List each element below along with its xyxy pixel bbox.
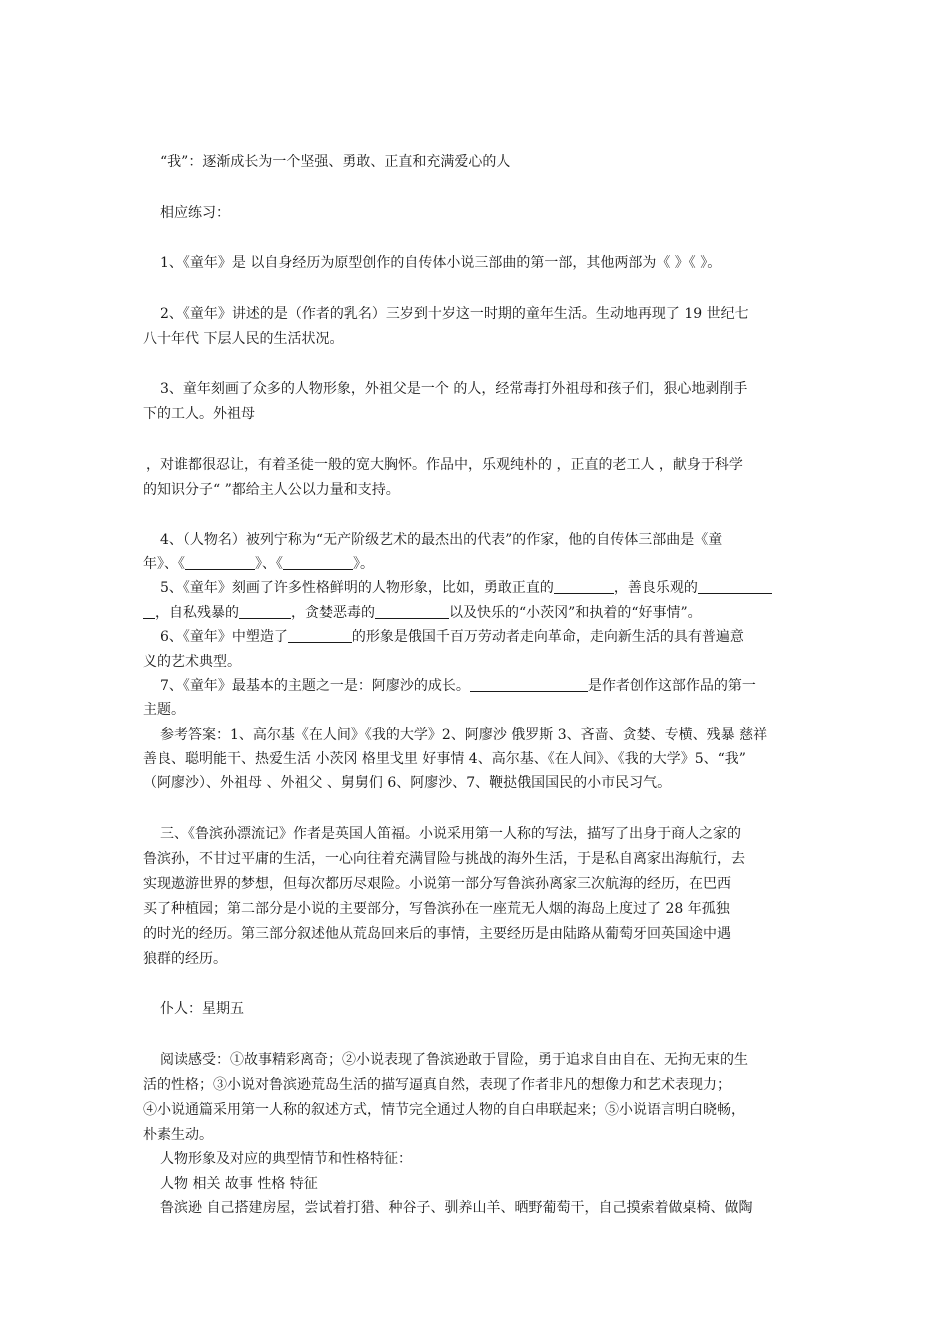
text-line: ④小说通篇采用第一人称的叙述方式，情节完全通过人物的自白串联起来；⑤小说语言明白晓畅， xyxy=(143,1102,745,1118)
text-line: “我”：逐渐成长为一个坚强、勇敢、正直和充满爱心的人 xyxy=(160,154,511,170)
text-fragment: 年》、《 xyxy=(143,556,185,572)
answer-key: 参考答案：1、高尔基《在人间》《我的大学》2、阿廖沙 俄罗斯 3、吝啬、贪婪、专横、残暴 慈祥 xyxy=(160,727,768,743)
text-line: 狼群的经历。 xyxy=(143,951,227,967)
text-line: 鲁滨孙，不甘过平庸的生活，一心向往着充满冒险与挑战的海外生活，于是私自离家出海航行，去 xyxy=(143,851,745,867)
answer-blank xyxy=(288,628,352,643)
text-fragment: 》、《 xyxy=(255,556,283,572)
text-fragment: ，自私残暴的 xyxy=(155,605,239,621)
question-2: 2、《童年》讲述的是（作者的乳名）三岁到十岁这一时期的童年生活。生动地再现了 19 世纪七 xyxy=(160,306,749,322)
text-line: 实现遨游世界的梦想，但每次都历尽艰险。小说第一部分写鲁滨孙离家三次航海的经历，在巴西 xyxy=(143,876,731,892)
answer-blank xyxy=(554,579,614,594)
text-line xyxy=(143,603,702,623)
question-5 xyxy=(160,578,772,598)
text-line: 的知识分子“ ”都给主人公以力量和支持。 xyxy=(143,482,400,498)
answer-blank xyxy=(239,604,291,619)
text-line: 活的性格；③小说对鲁滨逊荒岛生活的描写逼真自然，表现了作者非凡的想像力和艺术表现力； xyxy=(143,1077,731,1093)
question-3: 3、童年刻画了众多的人物形象，外祖父是一个 的人，经常毒打外祖母和孩子们，狠心地剥削手 xyxy=(160,381,748,397)
question-4: 4、（人物名）被列宁称为“无产阶级艺术的最杰出的代表”的作家，他的自传体三部曲是《童 xyxy=(160,532,723,548)
text-line: （阿廖沙）、外祖母 、外祖父 、舅舅们 6、阿廖沙、7、鞭挞俄国国民的小市民习气。 xyxy=(143,775,672,791)
text-fragment: ，善良乐观的 xyxy=(613,580,698,596)
reading-impressions: 阅读感受：①故事精彩离奇；②小说表现了鲁滨逊敢于冒险，勇于追求自由自在、无拘无束的生 xyxy=(160,1052,748,1068)
answer-blank xyxy=(698,579,772,594)
text-fragment: 6、《童年》中塑造了 xyxy=(160,629,288,645)
table-row: 鲁滨逊 自己搭建房屋，尝试着打猎、种谷子、驯养山羊、晒野葡萄干，自己摸索着做桌椅、做陶 xyxy=(160,1200,753,1216)
text-fragment: 》。 xyxy=(353,556,374,572)
text-fragment: 以及快乐的“小茨冈”和执着的“好事情”。 xyxy=(449,605,702,621)
answer-blank xyxy=(283,555,353,570)
text-fragment: ，贪婪恶毒的 xyxy=(291,605,375,621)
answer-blank xyxy=(143,604,155,619)
text-line: 人物形象及对应的典型情节和性格特征： xyxy=(160,1151,412,1167)
text-fragment: 的形象是俄国千百万劳动者走向革命，走向新生活的具有普遍意 xyxy=(351,629,744,645)
text-line: 主题。 xyxy=(143,702,185,718)
question-7 xyxy=(160,676,756,696)
section-heading: 相应练习： xyxy=(160,205,230,221)
text-line: ，对谁都很忍让，有着圣徒一般的宽大胸怀。作品中，乐观纯朴的 ，正直的老工人 ，献身于科学 xyxy=(146,457,743,473)
question-1: 1、《童年》是 以自身经历为原型创作的自传体小说三部曲的第一部，其他两部为《 》《 》。 xyxy=(160,255,722,271)
text-line: 买了种植园；第二部分是小说的主要部分，写鲁滨孙在一座荒无人烟的海岛上度过了 28 年孤独 xyxy=(143,901,730,917)
text-line: 的时光的经历。第三部分叙述他从荒岛回来后的事情，主要经历是由陆路从葡萄牙回英国途中遇 xyxy=(143,926,731,942)
text-fragment: 是作者创作这部作品的第一 xyxy=(587,678,756,694)
text-line xyxy=(143,554,374,574)
text-fragment: 5、《童年》刻画了许多性格鲜明的人物形象，比如，勇敢正直的 xyxy=(160,580,554,596)
text-line: 仆人：星期五 xyxy=(160,1001,244,1017)
text-line: 八十年代 下层人民的生活状况。 xyxy=(143,331,344,347)
question-6 xyxy=(160,627,744,647)
answer-blank xyxy=(375,604,449,619)
text-line: 善良、聪明能干、热爱生活 小茨冈 格里戈里 好事情 4、高尔基、《在人间》、《我的大学》5、“我” xyxy=(143,751,746,767)
text-line: 下的工人。外祖母 xyxy=(143,406,255,422)
text-line: 朴素生动。 xyxy=(143,1127,213,1143)
table-header: 人物 相关 故事 性格 特征 xyxy=(160,1176,318,1192)
answer-blank xyxy=(470,677,588,692)
text-line: 义的艺术典型。 xyxy=(143,654,241,670)
text-fragment: 7、《童年》最基本的主题之一是：阿廖沙的成长。 xyxy=(160,678,470,694)
section-paragraph: 三、《鲁滨孙漂流记》作者是英国人笛福。小说采用第一人称的写法，描写了出身于商人之家的 xyxy=(160,826,741,842)
answer-blank xyxy=(185,555,255,570)
